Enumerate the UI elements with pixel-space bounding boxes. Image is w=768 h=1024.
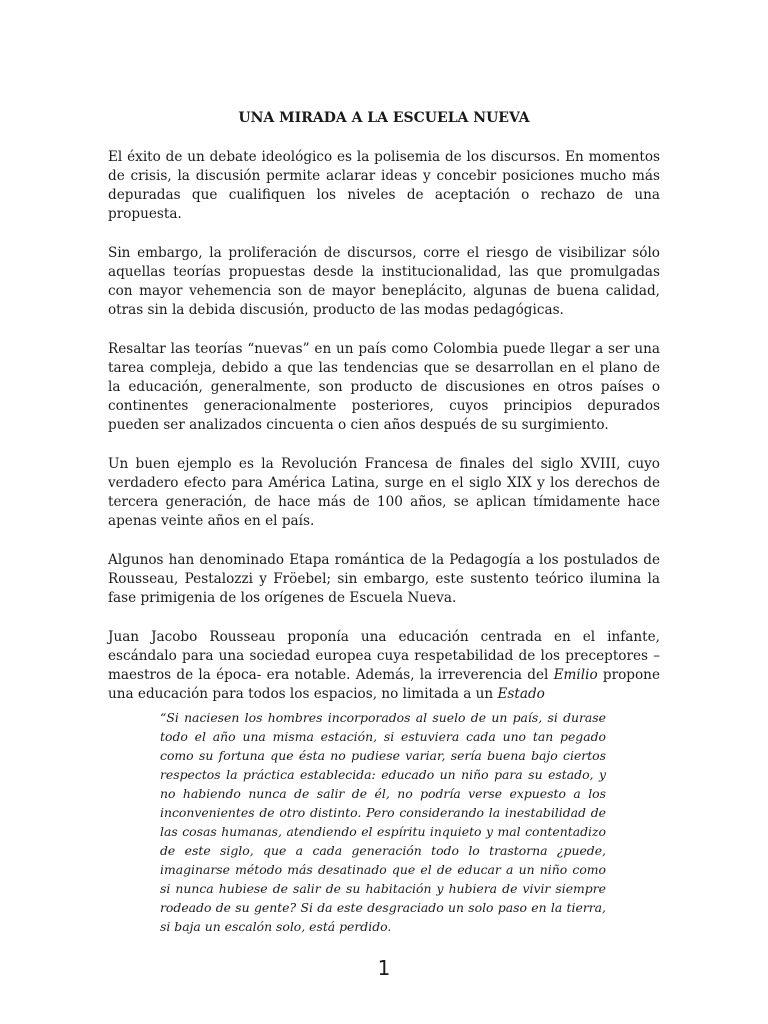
paragraph-6: [108, 628, 660, 704]
paragraph-6-text-b: propone una educación para todos los espacios, no limitada a un: [108, 667, 660, 702]
page-number: 1: [377, 956, 391, 980]
document-page: [108, 108, 660, 936]
estado-emphasis: Estado: [497, 686, 545, 702]
paragraph-1: El éxito de un debate ideológico es la polisemia de los discursos. En momentos de crisis, la discusión permite aclarar ideas y concebir posiciones mucho más depuradas que cualifiquen los niveles de aceptación o rechazo de una propuesta.: [108, 149, 660, 222]
document-title: UNA MIRADA A LA ESCUELA NUEVA: [238, 110, 530, 126]
paragraph-4: Un buen ejemplo es la Revolución Francesa de finales del siglo XVIII, cuyo verdadero efecto para América Latina, surge en el siglo XIX y los derechos de tercera generación, de hace más de 100 años, se aplican tímidamente hace apenas veinte años en el país.: [108, 456, 660, 529]
paragraph-6-text-a: Juan Jacobo Rousseau proponía una educación centrada en el infante, escándalo para una sociedad europea cuya respetabilidad de los preceptores – maestros de la época- era notable. Además, la irreverencia del: [108, 629, 660, 683]
emilio-emphasis: Emilio: [553, 667, 598, 683]
paragraph-3: Resaltar las teorías “nuevas” en un país como Colombia puede llegar a ser una tarea compleja, debido a que las tendencias que se desarrollan en el plano de la educación, generalmente, son producto de discusiones en otros países o continentes generacionalmente posteriores, cuyos principios depurados pueden ser analizados cincuenta o cien años después de su surgimiento.: [108, 341, 660, 433]
paragraph-5: Algunos han denominado Etapa romántica de la Pedagogía a los postulados de Rousseau, Pestalozzi y Fröebel; sin embargo, este sustento teórico ilumina la fase primigenia de los orígenes de Escuela Nueva.: [108, 552, 660, 606]
rousseau-quote: “Si naciesen los hombres incorporados al suelo de un país, si durase todo el año una misma estación, si estuviera cada uno tan pegado como su fortuna que ésta no pudiese variar, sería buena bajo ciertos respectos la práctica establecida: educado un niño para su estado, y no habiendo nunca de salir de él, no podría verse expuesto a los inconvenientes de otro distinto. Pero considerando la inestabilidad de las cosas humanas, atendiendo el espíritu inquieto y mal contentadizo de este siglo, que a cada generación todo lo trastorna ¿puede, imaginarse método más desatinado que el de educar a un niño como si nunca hubiese de salir de su habitación y hubiera de vivir siempre rodeado de su gente? Si da este desgraciado un solo paso en la tierra, si baja un escalón solo, está perdido.: [160, 710, 606, 934]
paragraph-2: Sin embargo, la proliferación de discursos, corre el riesgo de visibilizar sólo aquellas teorías propuestas desde la institucionalidad, las que promulgadas con mayor vehemencia son de mayor beneplácito, algunas de buena calidad, otras sin la debida discusión, producto de las modas pedagógicas.: [108, 245, 660, 318]
